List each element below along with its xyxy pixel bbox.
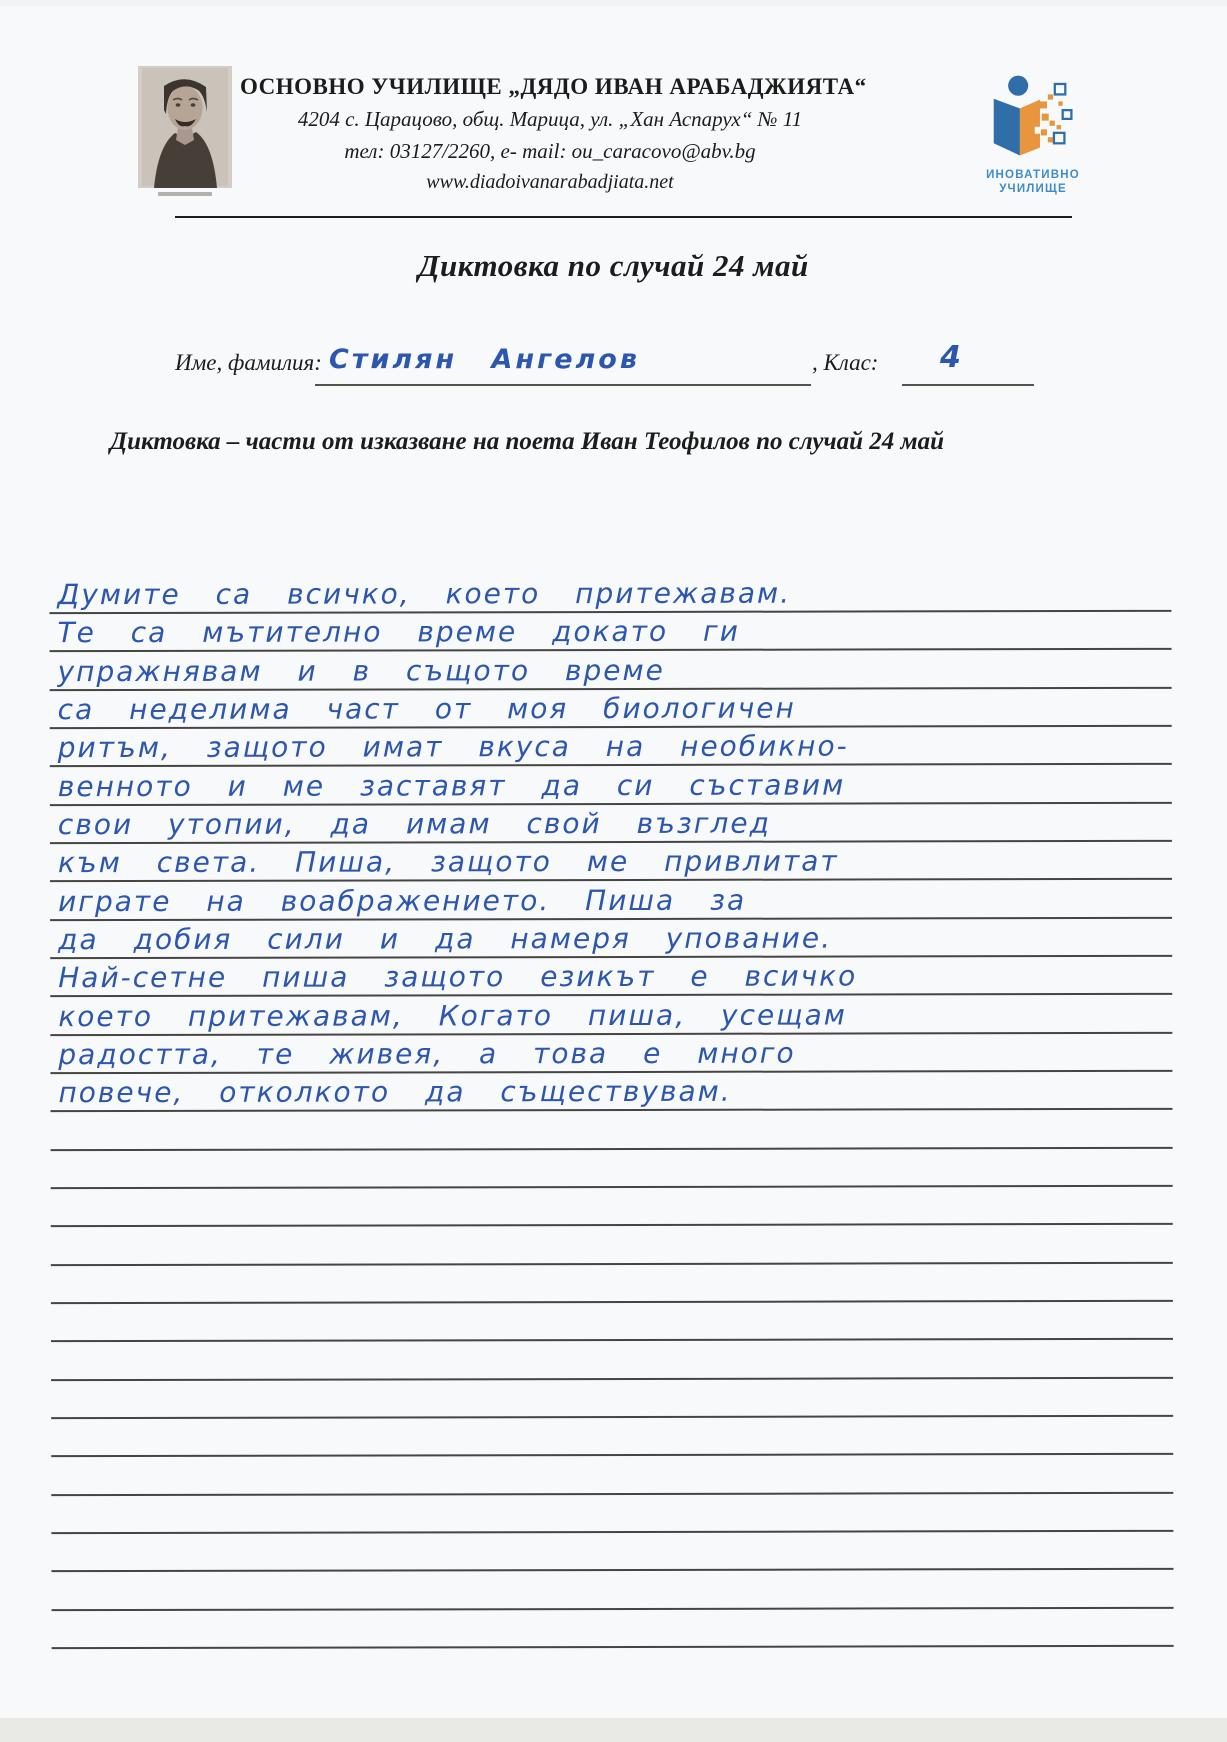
ruled-line <box>51 1075 1173 1112</box>
handwritten-line: Думите са всичко, което притежавам. <box>57 576 792 612</box>
document-title: Диктовка по случай 24 май <box>418 248 809 283</box>
ruled-line <box>51 1530 1173 1534</box>
ruled-line <box>51 1223 1173 1227</box>
ruled-line <box>50 615 1172 652</box>
school-website: www.diadoivanarabadjiata.net <box>426 171 674 193</box>
handwritten-line: което притежавам, Когато пиша, усещам <box>58 998 847 1033</box>
class-label: , Клас: <box>812 350 879 375</box>
scan-edge-top <box>0 0 1227 6</box>
dictation-subtitle: Диктовка – части от изказване на поета Иван Теофилов по случай 24 май <box>110 428 945 455</box>
ruled-line <box>50 806 1172 844</box>
ruled-line <box>51 1453 1173 1457</box>
ruled-line <box>51 1185 1173 1189</box>
ruled-line <box>50 768 1172 805</box>
ruled-line <box>50 921 1172 959</box>
handwritten-line: към света. Пиша, защото ме привлитат <box>57 844 839 880</box>
handwritten-line: са неделима част от моя биологичен <box>57 691 796 727</box>
handwritten-name: Стилян Ангелов <box>329 344 640 375</box>
ruled-line <box>50 691 1172 729</box>
scan-edge-bottom <box>0 1718 1227 1742</box>
ruled-line <box>50 998 1172 1035</box>
ruled-line <box>51 1300 1173 1304</box>
ruled-line <box>50 844 1172 882</box>
handwritten-line: ритъм, защото имат вкуса на необикно- <box>57 729 849 765</box>
ruled-line <box>51 1415 1173 1419</box>
handwritten-class: 4 <box>940 340 961 375</box>
logo-label-line2: УЧИЛИЩЕ <box>999 183 1067 196</box>
handwritten-line: играте на воабражението. Пиша за <box>58 883 747 918</box>
ruled-line <box>51 1338 1173 1342</box>
ruled-line <box>50 1036 1172 1074</box>
handwritten-line: радостта, те живея, а това е много <box>58 1036 796 1072</box>
school-address: 4204 с. Царацово, общ. Марица, ул. „Хан Аспарух“ № 11 <box>297 107 803 131</box>
ruled-line <box>50 653 1172 690</box>
logo-label-line1: ИНОВАТИВНО <box>986 169 1080 181</box>
ruled-line <box>50 883 1172 920</box>
handwritten-line: упражнявам и в същото време <box>57 653 665 688</box>
handwritten-line: Най-сетне пиша защото езикът е всичко <box>58 959 858 995</box>
ruled-line <box>52 1606 1174 1610</box>
handwritten-line: венното и ме заставят да си съставим <box>57 768 846 803</box>
handwritten-line: Те са мътително време докато ги <box>57 615 740 650</box>
ruled-line <box>50 959 1172 997</box>
ruled-line <box>51 1376 1173 1380</box>
name-label: Име, фамилия: <box>175 350 322 375</box>
ruled-line <box>49 576 1171 614</box>
school-contact: тел: 03127/2260, e- mail: ou_caracovo@abv.bg <box>344 139 756 163</box>
ruled-line <box>50 729 1172 767</box>
handwritten-line: свои утопии, да имам свой възглед <box>57 806 771 842</box>
ruled-line <box>51 1261 1173 1265</box>
handwritten-line: повече, отколкото да съществувам. <box>58 1075 732 1110</box>
handwritten-line: да добия сили и да намеря упование. <box>58 921 833 957</box>
school-name: ОСНОВНО УЧИЛИЩЕ „ДЯДО ИВАН АРАБАДЖИЯТА“ <box>240 74 867 99</box>
ruled-line <box>52 1645 1174 1649</box>
ruled-line <box>51 1491 1173 1495</box>
ruled-line <box>51 1146 1173 1150</box>
ruled-line <box>51 1568 1173 1572</box>
